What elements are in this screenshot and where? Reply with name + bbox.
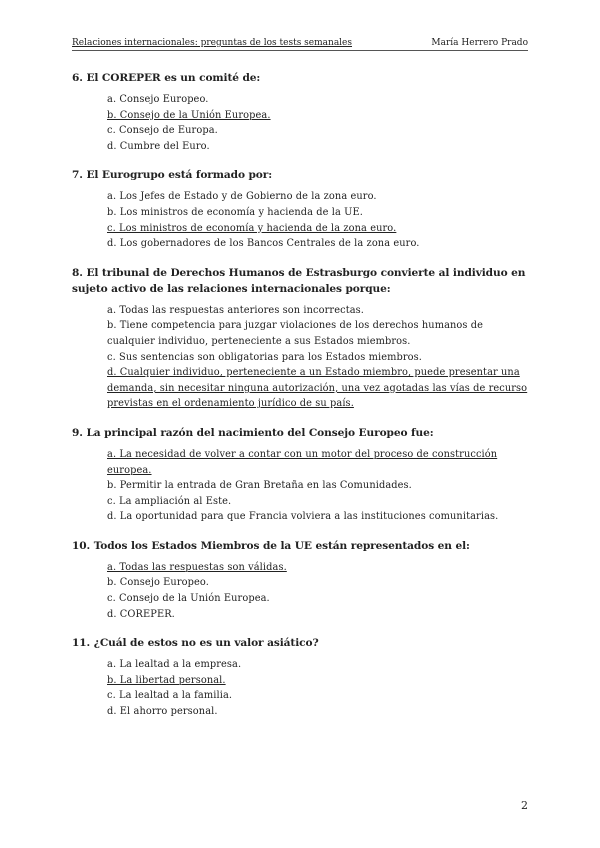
answer-option: b. Permitir la entrada de Gran Bretaña en las Comunidades. [107,480,412,492]
answer-option-correct: d. Cualquier individuo, perteneciente a un Estado miembro, puede presentar una demanda, sin necesitar ninguna autorización, una vez agotadas las vías de recurso previstas en el ordenamiento jurídico de su país. [107,367,528,410]
answer-option: a. Todas las respuestas anteriores son incorrectas. [107,304,365,316]
page-header [72,38,528,51]
answer-option-correct: a. La necesidad de volver a contar con un motor del proceso de construcción europea. [107,448,498,476]
question-block [72,538,528,622]
question-title: 8. El tribunal de Derechos Humanos de Estrasburgo convierte al individuo en sujeto activo de las relaciones internacionales porque: [72,266,526,295]
answer-option: c. La ampliación al Este. [107,495,232,507]
answer-option: d. Los gobernadores de los Bancos Centrales de la zona euro. [107,238,420,250]
answer-option: b. Tiene competencia para juzgar violaciones de los derechos humanos de cualquier individuo, perteneciente a sus Estados miembros. [107,320,484,347]
question-title: 6. El COREPER es un comité de: [72,72,261,84]
question-title: 10. Todos los Estados Miembros de la UE están representados en el: [72,539,470,552]
question-block [72,167,528,251]
answer-option: a. La lealtad a la empresa. [107,659,242,671]
answer-options [72,447,528,525]
answer-options [72,303,528,412]
answer-option: d. Cumbre del Euro. [107,140,210,152]
page-number: 2 [521,799,528,812]
answer-options [72,657,528,719]
question-block [72,635,528,719]
question-title: 11. ¿Cuál de estos no es un valor asiático? [72,637,319,650]
question-block [72,425,528,525]
answer-option: b. Consejo Europeo. [107,577,209,589]
answer-option: a. Los Jefes de Estado y de Gobierno de la zona euro. [107,191,377,203]
question-title: 7. El Eurogrupo está formado por: [72,169,273,182]
answer-options [72,189,528,251]
answer-options [72,92,528,154]
answer-option-correct: b. La libertad personal. [107,674,226,686]
answer-option: c. Consejo de Europa. [107,125,218,137]
answer-option: d. La oportunidad para que Francia volviera a las instituciones comunitarias. [107,511,499,523]
answer-option: d. COREPER. [107,608,175,620]
question-list [72,70,528,733]
answer-option: d. El ahorro personal. [107,706,218,718]
answer-option: a. Consejo Europeo. [107,94,209,105]
question-title: 9. La principal razón del nacimiento del Consejo Europeo fue: [72,426,434,439]
answer-option-correct: b. Consejo de la Unión Europea. [107,109,271,121]
answer-option-correct: a. Todas las respuestas son válidas. [107,561,287,573]
header-title: Relaciones internacionales: preguntas de los tests semanales [72,38,353,48]
answer-option: b. Los ministros de economía y hacienda de la UE. [107,206,363,218]
answer-option: c. Sus sentencias son obligatorias para los Estados miembros. [107,351,422,363]
question-block [72,70,528,154]
answer-option: c. Consejo de la Unión Europea. [107,593,270,605]
answer-options [72,560,528,622]
header-author: María Herrero Prado [431,38,528,48]
question-block [72,265,528,412]
answer-option: c. La lealtad a la familia. [107,690,233,702]
answer-option-correct: c. Los ministros de economía y hacienda de la zona euro. [107,222,397,234]
